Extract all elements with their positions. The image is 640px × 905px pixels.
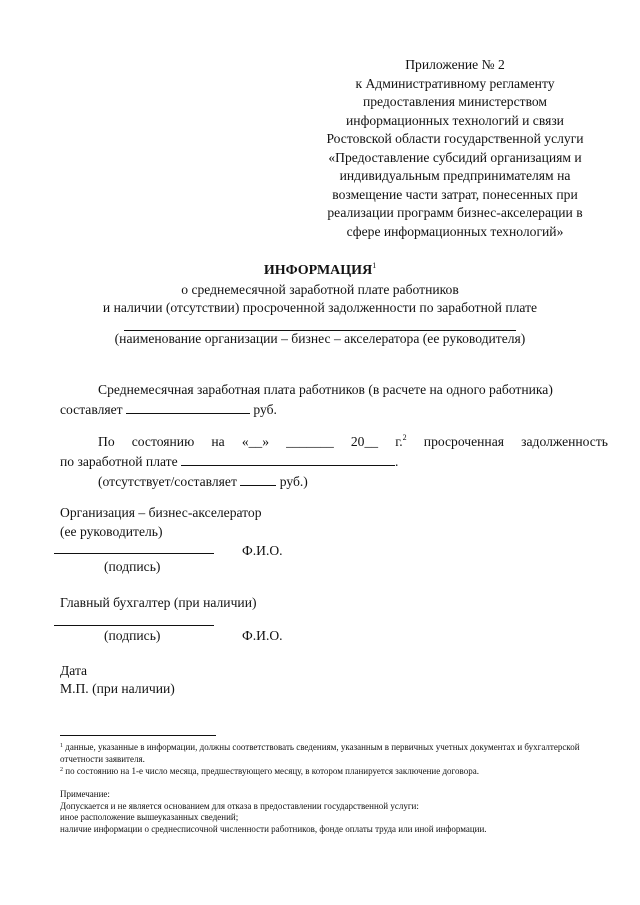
notes-line: Допускается и не является основанием для отказа в предоставлении государственной услуги: xyxy=(60,800,419,811)
footnote-separator xyxy=(60,735,216,736)
debt-word: По xyxy=(98,434,115,449)
debt-line xyxy=(60,452,608,472)
debt-word: на xyxy=(211,434,225,449)
debt-status-text: (отсутствует/составляет xyxy=(98,474,237,489)
appendix-line: реализации программ бизнес-акселерации в xyxy=(327,205,583,220)
appendix-line: сфере информационных технологий» xyxy=(346,223,564,239)
org-signature-line xyxy=(54,552,214,554)
debt-paragraph xyxy=(60,432,608,492)
appendix-heading xyxy=(290,56,620,241)
footnote-ref: 1 xyxy=(372,261,377,270)
debt-status-blank xyxy=(240,473,276,486)
org-name-blank xyxy=(124,318,516,331)
salary-suffix: руб. xyxy=(253,402,277,417)
debt-line xyxy=(60,472,608,492)
notes xyxy=(60,789,620,835)
accountant-fio-label: Ф.И.О. xyxy=(242,628,283,643)
appendix-line: к Административному регламенту xyxy=(355,75,555,91)
org-caption: (наименование организации – бизнес – акселератора (ее руководителя) xyxy=(114,330,526,346)
document-subtitle: о среднемесячной заработной плате работников xyxy=(181,281,459,297)
appendix-line: индивидуальным предпринимателям на xyxy=(339,168,571,183)
footnote-1 xyxy=(60,741,620,765)
org-signature-caption: (подпись) xyxy=(104,559,161,574)
footnote-2 xyxy=(60,765,620,777)
document-title: ИНФОРМАЦИЯ$^1$ xyxy=(263,261,377,278)
footnote-ref: 1 xyxy=(60,743,63,749)
salary-prefix: составляет xyxy=(60,402,123,417)
notes-line: иное расположение вышеуказанных сведений; xyxy=(60,812,239,822)
accountant-label: Главный бухгалтер (при наличии) xyxy=(60,595,257,610)
debt-line xyxy=(60,432,608,452)
org-name-blank-row xyxy=(40,318,600,330)
debt-year-blank: 20__ xyxy=(350,434,379,449)
accountant-signature-caption: (подпись) xyxy=(104,628,161,643)
salary-blank xyxy=(126,401,250,414)
footnote-ref: 2 xyxy=(402,433,407,442)
debt-word: г.$^2$ xyxy=(395,433,407,449)
debt-word: задолженность xyxy=(521,434,608,449)
footnote-ref: 2 xyxy=(60,767,63,773)
org-label: Организация – бизнес-акселератор xyxy=(60,505,262,520)
debt-amount-blank xyxy=(181,453,395,466)
debt-day-blank: «__» xyxy=(241,434,270,449)
debt-line-end: . xyxy=(395,454,399,469)
appendix-line: возмещение части затрат, понесенных при xyxy=(332,186,578,202)
document-title-block xyxy=(40,261,600,348)
document-subtitle: и наличии (отсутствии) просроченной задолженности по заработной плате xyxy=(102,300,538,315)
salary-line: Среднемесячная заработная плата работников (в расчете на одного работника) xyxy=(98,382,553,397)
salary-paragraph xyxy=(60,380,608,420)
debt-month-blank: _______ xyxy=(286,434,334,449)
org-label-sub: (ее руководитель) xyxy=(60,524,163,539)
footnote-text: данные, указанные в информации, должны соответствовать сведениям, указанным в первичных учетных документах и бухгалтерской отчетности заявителя. xyxy=(60,742,580,764)
appendix-line: Приложение № 2 xyxy=(405,57,505,72)
debt-word: просроченная xyxy=(423,434,504,449)
stamp-label: М.П. (при наличии) xyxy=(60,681,175,696)
notes-heading: Примечание: xyxy=(60,789,110,799)
salary-line xyxy=(60,400,608,420)
appendix-line: информационных технологий и связи xyxy=(346,112,564,128)
appendix-line: Ростовской области государственной услуги xyxy=(326,131,584,146)
org-fio-label: Ф.И.О. xyxy=(242,543,283,558)
debt-line-text: по заработной плате xyxy=(60,454,178,469)
footnote-text: по состоянию на 1-е число месяца, предшествующего месяцу, в котором планируется заключение договора. xyxy=(63,766,479,776)
date-label: Дата xyxy=(60,663,88,678)
footnotes xyxy=(60,741,620,777)
appendix-line: «Предоставление субсидий организациям и xyxy=(328,149,582,165)
debt-word: состоянию xyxy=(131,434,195,449)
appendix-line: предоставления министерством xyxy=(362,94,548,109)
debt-status-suffix: руб.) xyxy=(279,474,308,489)
notes-line: наличие информации о среднесписочной численности работников, фонде оплаты труда или иной информации. xyxy=(60,823,487,834)
